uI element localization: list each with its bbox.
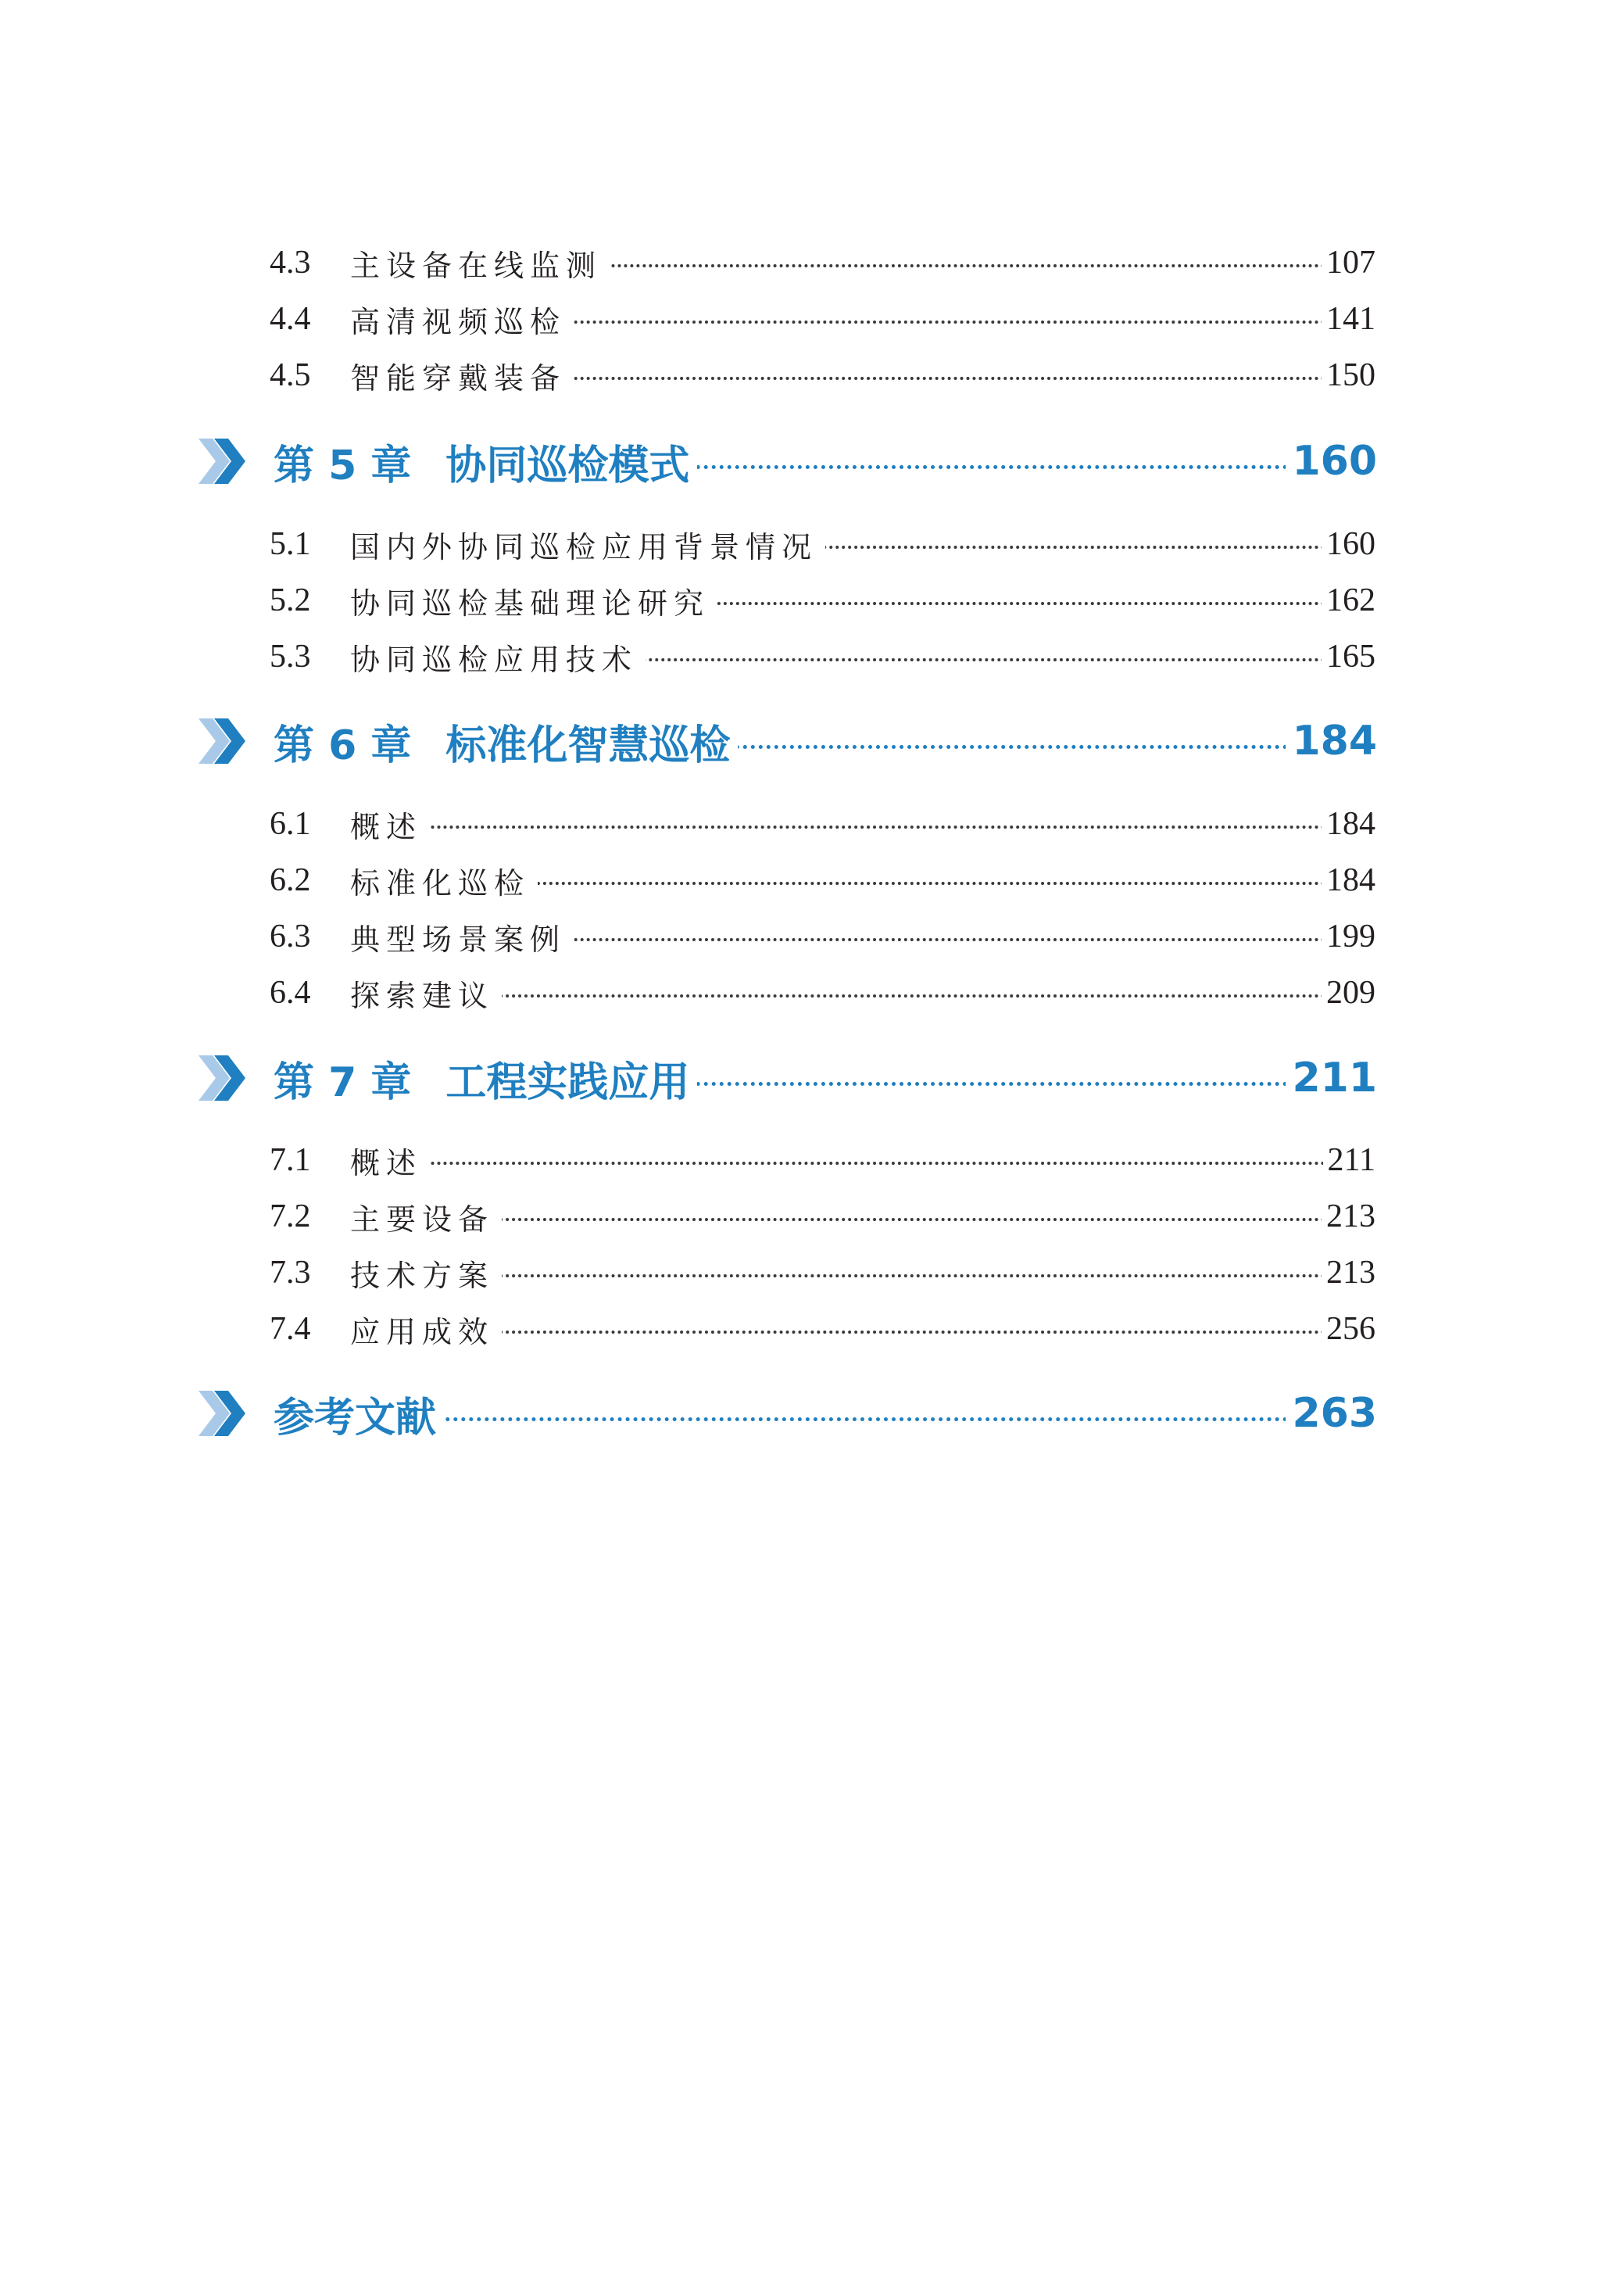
section-number: 7.3 [270, 1255, 311, 1291]
toc-section-4-4[interactable] [0, 291, 1624, 347]
chapter-title [274, 1049, 697, 1108]
section-title: 主要设备 [350, 1195, 502, 1238]
chapter-label: 第 7 章 [274, 1058, 412, 1106]
section-page: 107 [1322, 244, 1375, 281]
section-page: 141 [1322, 300, 1375, 338]
double-chevron-icon [199, 434, 247, 489]
toc-section-7-1[interactable] [0, 1132, 1624, 1188]
section-title: 概述 [350, 1139, 430, 1182]
toc-section-5-2[interactable] [0, 572, 1624, 629]
chapter-title: 参考文献 [274, 1384, 444, 1443]
section-page: 160 [1322, 525, 1375, 563]
toc-section-4-3[interactable] [0, 235, 1624, 291]
dot-leader [350, 1162, 1325, 1165]
toc-section-4-5[interactable] [0, 347, 1624, 403]
dot-leader [350, 826, 1325, 829]
section-title: 智能穿戴装备 [350, 354, 574, 397]
chapter-title [274, 432, 697, 491]
section-number: 7.4 [270, 1311, 311, 1347]
toc-section-7-4[interactable] [0, 1301, 1624, 1357]
toc-section-5-3[interactable] [0, 629, 1624, 685]
section-page: 213 [1322, 1254, 1375, 1291]
section-page: 150 [1322, 356, 1375, 394]
toc-section-6-1[interactable] [0, 796, 1624, 852]
toc-section-7-3[interactable] [0, 1245, 1624, 1301]
chapter-page: 184 [1286, 718, 1377, 765]
section-page: 162 [1322, 582, 1375, 619]
chapter-label: 第 6 章 [274, 722, 412, 769]
section-page: 209 [1322, 974, 1375, 1012]
toc-chapter-6[interactable] [0, 706, 1624, 776]
section-number: 6.2 [270, 862, 311, 898]
section-number: 4.3 [270, 245, 311, 281]
chapter-page: 160 [1286, 438, 1377, 485]
section-number: 6.1 [270, 806, 311, 842]
section-title: 概述 [350, 803, 430, 846]
chapter-page: 263 [1286, 1390, 1377, 1437]
double-chevron-icon [199, 1051, 247, 1105]
double-chevron-icon [199, 714, 247, 768]
section-number: 4.5 [270, 357, 311, 393]
section-title: 典型场景案例 [350, 915, 574, 958]
section-title: 标准化巡检 [350, 859, 538, 902]
section-number: 5.2 [270, 582, 311, 618]
toc-section-6-2[interactable] [0, 852, 1624, 908]
section-number: 6.3 [270, 919, 311, 955]
section-number: 6.4 [270, 975, 311, 1011]
toc-section-6-3[interactable] [0, 908, 1624, 965]
toc-chapter-7[interactable] [0, 1043, 1624, 1113]
section-title: 高清视频巡检 [350, 298, 574, 341]
toc-section-5-1[interactable] [0, 516, 1624, 572]
section-number: 7.2 [270, 1198, 311, 1234]
chapter-name: 标准化智慧巡检 [445, 722, 731, 769]
chapter-label: 第 5 章 [274, 442, 412, 489]
section-title: 技术方案 [350, 1252, 502, 1295]
section-number: 4.4 [270, 301, 311, 337]
section-page: 213 [1322, 1198, 1375, 1235]
section-title: 探索建议 [350, 972, 502, 1015]
chapter-name: 工程实践应用 [445, 1058, 690, 1106]
section-title: 应用成效 [350, 1308, 502, 1351]
section-page: 165 [1322, 638, 1375, 675]
section-page: 184 [1322, 861, 1375, 899]
double-chevron-icon [199, 1386, 247, 1441]
section-number: 7.1 [270, 1142, 311, 1178]
section-title: 协同巡检基础理论研究 [350, 579, 717, 622]
section-number: 5.1 [270, 526, 311, 562]
toc-chapter-5[interactable] [0, 426, 1624, 496]
section-title: 主设备在线监测 [350, 242, 610, 285]
chapter-page: 211 [1286, 1055, 1377, 1101]
section-page: 184 [1322, 805, 1375, 843]
section-page: 256 [1322, 1310, 1375, 1348]
chapter-title [274, 712, 738, 771]
section-number: 5.3 [270, 639, 311, 675]
chapter-name: 协同巡检模式 [445, 442, 690, 489]
section-page: 199 [1322, 918, 1375, 955]
section-page: 211 [1323, 1141, 1375, 1179]
section-title: 协同巡检应用技术 [350, 636, 646, 679]
toc-references[interactable] [0, 1378, 1624, 1449]
toc-section-6-4[interactable] [0, 965, 1624, 1021]
section-title: 国内外协同巡检应用背景情况 [350, 523, 825, 566]
toc-section-7-2[interactable] [0, 1188, 1624, 1245]
